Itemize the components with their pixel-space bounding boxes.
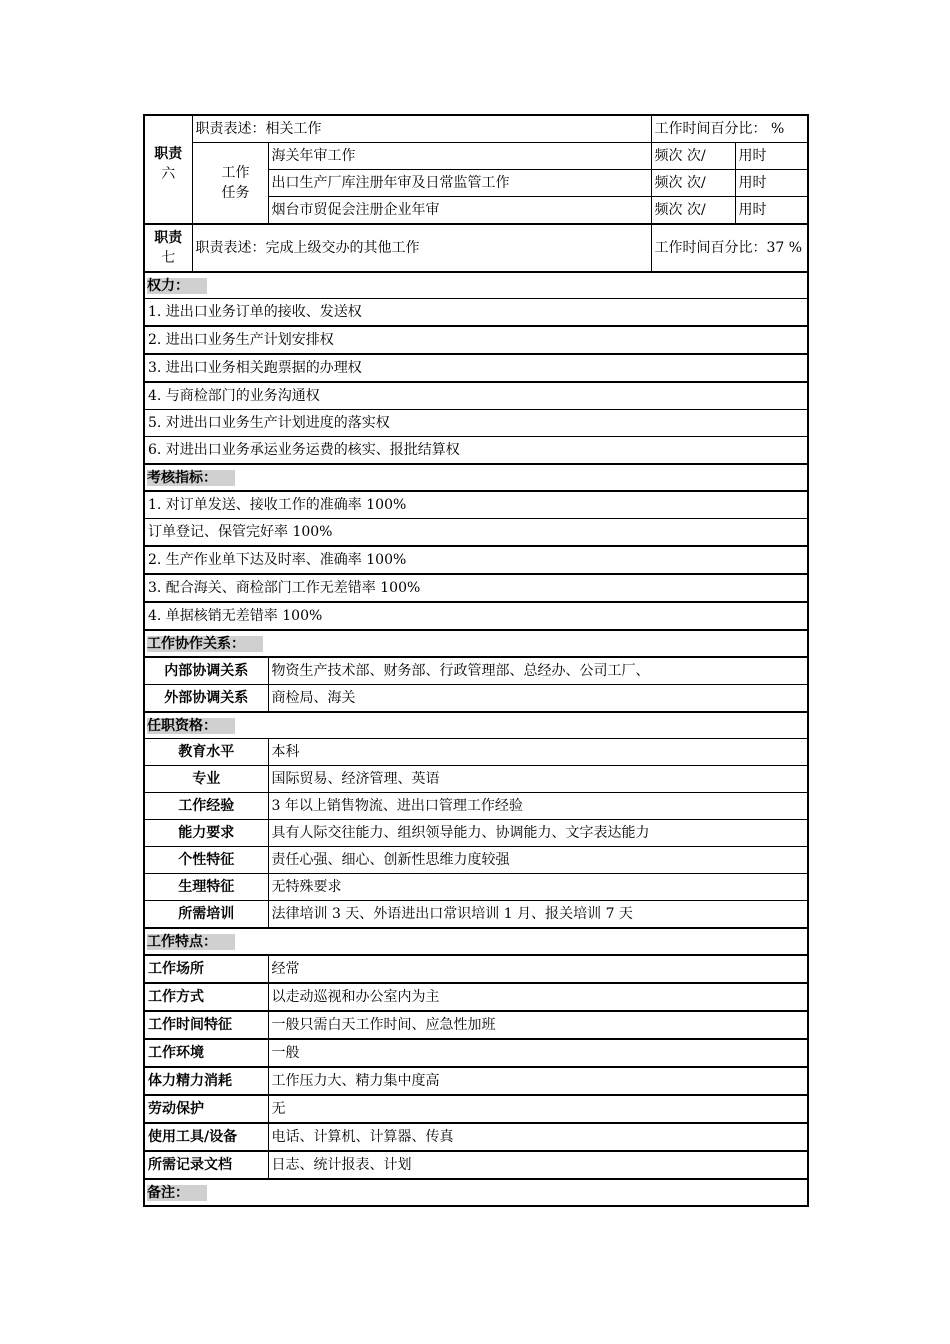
- qualification-value: 3 年以上销售物流、进出口管理工作经验: [268, 793, 808, 820]
- authority-title: [144, 272, 808, 299]
- coordination-label: 内部协调关系: [144, 657, 268, 685]
- coordination-title: [144, 630, 808, 657]
- table-row: [144, 1039, 808, 1067]
- duty6-label-line1: 职责: [154, 146, 183, 162]
- table-row: [144, 983, 808, 1011]
- list-item: [144, 437, 808, 465]
- task-label-line2: 任务: [221, 185, 250, 201]
- authority-item: 4. 与商检部门的业务沟通权: [144, 382, 808, 410]
- qualification-label: 能力要求: [144, 820, 268, 847]
- qualification-value: 法律培训 3 天、外语进出口常识培训 1 月、报关培训 7 天: [268, 901, 808, 929]
- coordination-label: 外部协调关系: [144, 685, 268, 713]
- list-item: [144, 382, 808, 410]
- table-row: [144, 1011, 808, 1039]
- duty6-description: 职责表述：相关工作: [192, 115, 651, 143]
- qualification-title: [144, 712, 808, 739]
- table-row: [144, 820, 808, 847]
- coordination-value: 物资生产技术部、财务部、行政管理部、总经办、公司工厂、: [268, 657, 808, 685]
- table-row: [144, 1095, 808, 1123]
- task-label-line1: 工作: [221, 165, 250, 181]
- qualification-label: 所需培训: [144, 901, 268, 929]
- table-row: [144, 685, 808, 713]
- qualification-label: 专业: [144, 766, 268, 793]
- kpi-item: 4. 单据核销无差错率 100%: [144, 602, 808, 630]
- duty6-time-percent: 工作时间百分比： %: [651, 115, 808, 143]
- duty7-row: [144, 224, 808, 272]
- kpi-item: 3. 配合海关、商检部门工作无差错率 100%: [144, 574, 808, 602]
- qualification-header-row: [144, 712, 808, 739]
- qualification-label: 工作经验: [144, 793, 268, 820]
- task-frequency: 频次 次/: [651, 170, 735, 197]
- kpi-item: 订单登记、保管完好率 100%: [144, 519, 808, 547]
- table-row: [144, 739, 808, 766]
- table-row: [144, 1151, 808, 1179]
- kpi-title-text: 考核指标：: [147, 470, 235, 486]
- feature-label: 工作方式: [144, 983, 268, 1011]
- authority-item: 1. 进出口业务订单的接收、发送权: [144, 299, 808, 327]
- qualification-value: 责任心强、细心、创新性思维力度较强: [268, 847, 808, 874]
- duty7-description: 职责表述：完成上级交办的其他工作: [192, 224, 651, 272]
- job-description-document: [143, 114, 807, 1207]
- list-item: [144, 299, 808, 327]
- list-item: [144, 410, 808, 437]
- kpi-item: 2. 生产作业单下达及时率、准确率 100%: [144, 546, 808, 574]
- kpi-title: [144, 464, 808, 491]
- table-row: [144, 1123, 808, 1151]
- duty6-task-row: [144, 143, 808, 170]
- kpi-item: 1. 对订单发送、接收工作的准确率 100%: [144, 491, 808, 519]
- authority-header-row: [144, 272, 808, 299]
- feature-label: 所需记录文档: [144, 1151, 268, 1179]
- job-description-table: [143, 114, 809, 1207]
- list-item: [144, 354, 808, 382]
- task-hours: 用时: [735, 197, 808, 225]
- remarks-title: [144, 1179, 808, 1206]
- task-name: 出口生产厂库注册年审及日常监管工作: [268, 170, 651, 197]
- feature-label: 工作环境: [144, 1039, 268, 1067]
- list-item: [144, 326, 808, 354]
- feature-label: 工作场所: [144, 955, 268, 983]
- qualification-value: 无特殊要求: [268, 874, 808, 901]
- duty7-label: [144, 224, 192, 272]
- task-hours: 用时: [735, 170, 808, 197]
- duty6-label-line2: 六: [161, 166, 176, 182]
- feature-label: 劳动保护: [144, 1095, 268, 1123]
- features-title: [144, 928, 808, 955]
- table-row: [144, 955, 808, 983]
- list-item: [144, 546, 808, 574]
- qualification-label: 教育水平: [144, 739, 268, 766]
- feature-value: 无: [268, 1095, 808, 1123]
- qualification-title-text: 任职资格：: [147, 718, 235, 734]
- feature-label: 使用工具/设备: [144, 1123, 268, 1151]
- authority-item: 3. 进出口业务相关跑票据的办理权: [144, 354, 808, 382]
- table-row: [144, 901, 808, 929]
- duty6-description-row: [144, 115, 808, 143]
- features-header-row: [144, 928, 808, 955]
- task-frequency: 频次 次/: [651, 143, 735, 170]
- qualification-label: 生理特征: [144, 874, 268, 901]
- duty6-label: [144, 115, 192, 224]
- list-item: [144, 491, 808, 519]
- list-item: [144, 602, 808, 630]
- table-row: [144, 657, 808, 685]
- remarks-row: [144, 1179, 808, 1206]
- table-row: [144, 793, 808, 820]
- table-row: [144, 1067, 808, 1095]
- feature-value: 电话、计算机、计算器、传真: [268, 1123, 808, 1151]
- authority-item: 5. 对进出口业务生产计划进度的落实权: [144, 410, 808, 437]
- qualification-value: 具有人际交往能力、组织领导能力、协调能力、文字表达能力: [268, 820, 808, 847]
- feature-label: 体力精力消耗: [144, 1067, 268, 1095]
- duty7-label-line1: 职责: [154, 230, 183, 246]
- coordination-value: 商检局、海关: [268, 685, 808, 713]
- duty7-label-line2: 七: [161, 250, 176, 266]
- task-hours: 用时: [735, 143, 808, 170]
- task-frequency: 频次 次/: [651, 197, 735, 225]
- qualification-value: 本科: [268, 739, 808, 766]
- coordination-title-text: 工作协作关系：: [147, 636, 263, 652]
- feature-value: 经常: [268, 955, 808, 983]
- duty7-time-percent: 工作时间百分比：37 %: [651, 224, 808, 272]
- feature-value: 一般只需白天工作时间、应急性加班: [268, 1011, 808, 1039]
- list-item: [144, 519, 808, 547]
- qualification-value: 国际贸易、经济管理、英语: [268, 766, 808, 793]
- feature-value: 以走动巡视和办公室内为主: [268, 983, 808, 1011]
- qualification-label: 个性特征: [144, 847, 268, 874]
- feature-value: 工作压力大、精力集中度高: [268, 1067, 808, 1095]
- task-name: 海关年审工作: [268, 143, 651, 170]
- duty6-task-label: [192, 143, 268, 225]
- coordination-header-row: [144, 630, 808, 657]
- remarks-title-text: 备注：: [147, 1185, 207, 1201]
- feature-label: 工作时间特征: [144, 1011, 268, 1039]
- authority-item: 6. 对进出口业务承运业务运费的核实、报批结算权: [144, 437, 808, 465]
- feature-value: 日志、统计报表、计划: [268, 1151, 808, 1179]
- feature-value: 一般: [268, 1039, 808, 1067]
- kpi-header-row: [144, 464, 808, 491]
- authority-title-text: 权力：: [147, 278, 207, 294]
- table-row: [144, 874, 808, 901]
- features-title-text: 工作特点：: [147, 934, 235, 950]
- table-row: [144, 766, 808, 793]
- authority-item: 2. 进出口业务生产计划安排权: [144, 326, 808, 354]
- list-item: [144, 574, 808, 602]
- task-name: 烟台市贸促会注册企业年审: [268, 197, 651, 225]
- table-row: [144, 847, 808, 874]
